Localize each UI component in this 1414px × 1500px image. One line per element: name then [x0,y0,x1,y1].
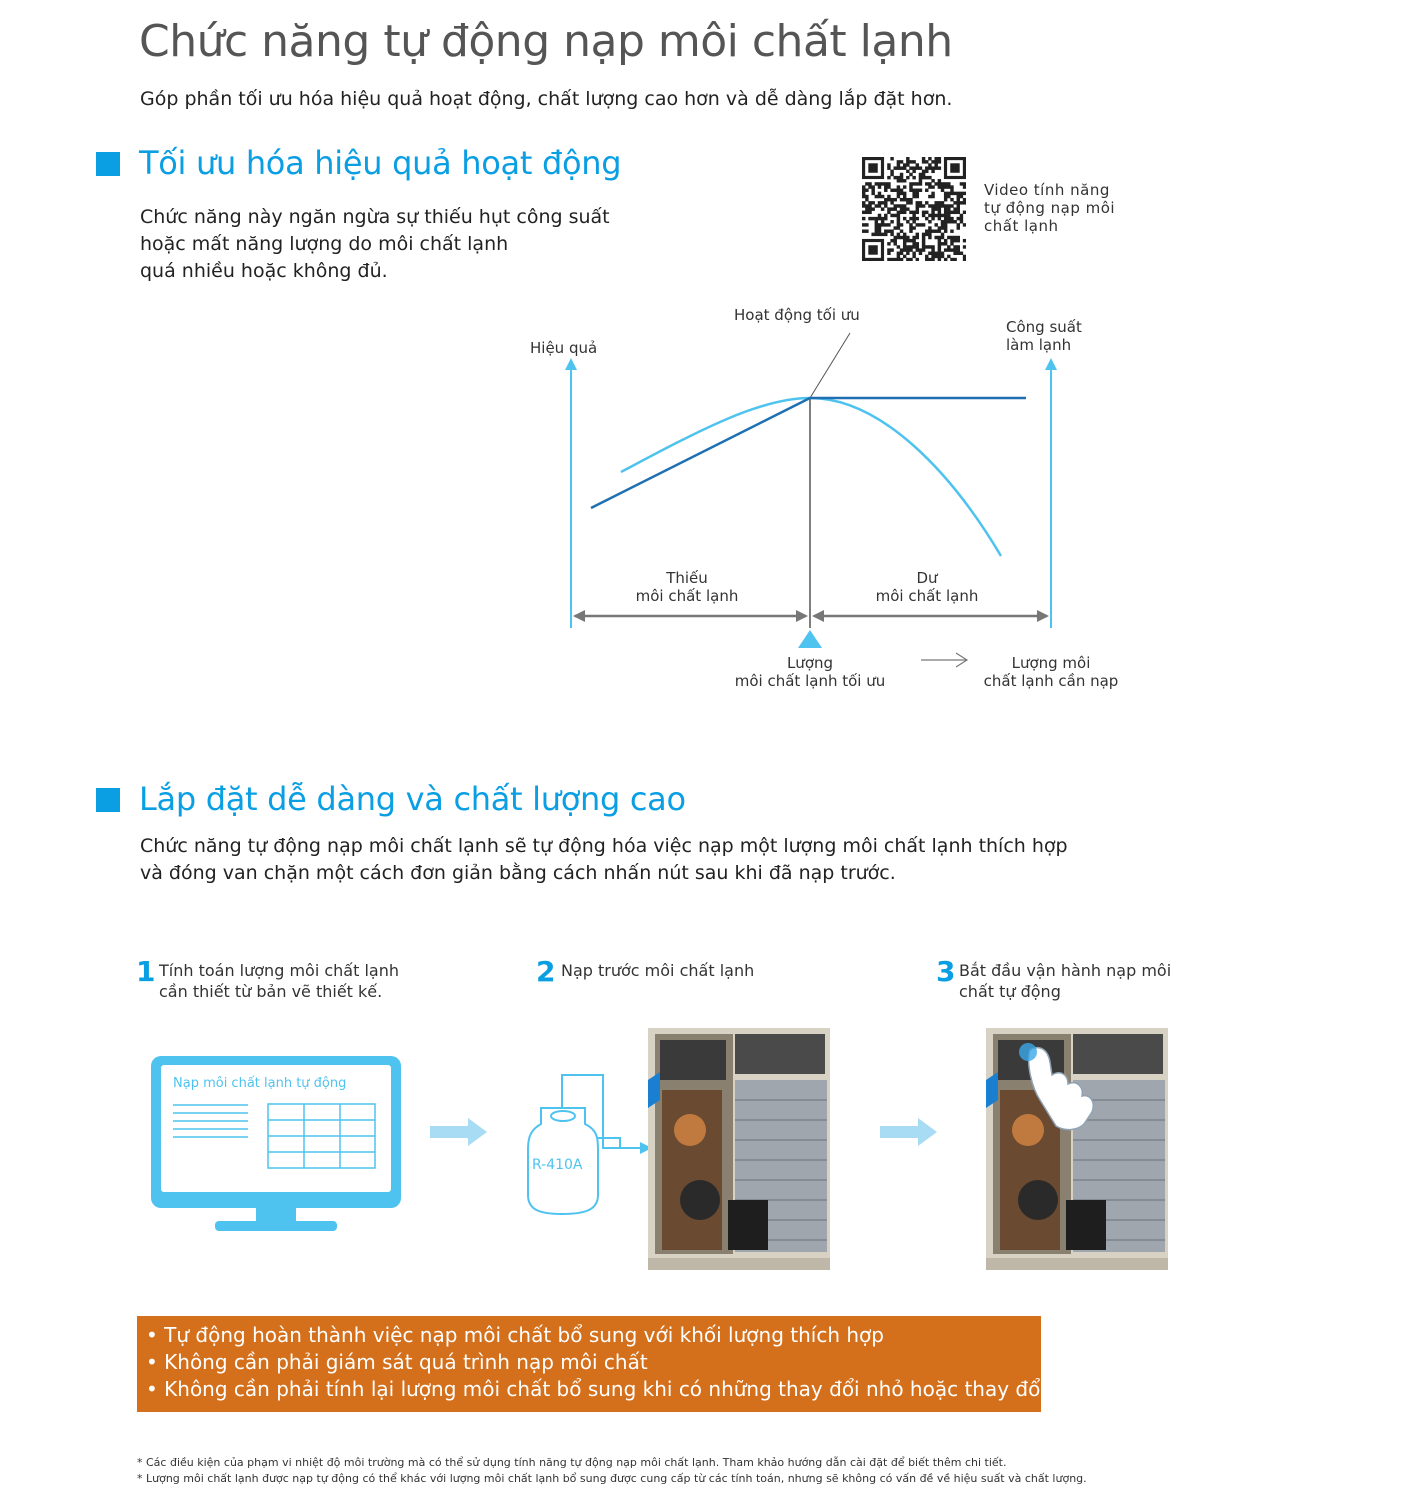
section2-heading: Lắp đặt dễ dàng và chất lượng cao [139,780,686,818]
section1-heading: Tối ưu hóa hiệu quả hoạt động [139,144,622,182]
efficiency-diagram [0,0,1414,720]
efficiency-axis-arrow-icon [565,358,577,370]
section1-body-line: hoặc mất năng lượng do môi chất lạnh [140,233,509,255]
benefit-item: • Không cần phải giám sát quá trình nạp môi chất [146,1350,648,1374]
qr-caption-line: tự động nạp môi [984,199,1116,217]
capacity-axis-arrow-icon [1045,358,1057,370]
refrigerant-cylinder-icon [528,1075,648,1214]
label-optimal-amount-line: Lượng [786,654,834,672]
benefits-box [137,1316,1125,1412]
step3-text-line: Bắt đầu vận hành nạp môi [959,961,1172,980]
label-charge-amount-line: chất lạnh cần nạp [983,672,1119,690]
qr-caption-line: Video tính năng [984,181,1110,199]
benefit-item: • Tự động hoàn thành việc nạp môi chất bổ sung với khối lượng thích hợp [146,1323,884,1347]
step3-text [959,960,1171,1002]
arrow-left-icon [812,610,824,622]
outdoor-unit-image [648,1028,830,1270]
label-shortage-line: Thiếu [666,569,708,587]
step1-text-line: Tính toán lượng môi chất lạnh [159,961,399,980]
step2-number: 2 [536,955,556,988]
label-optimal-amount-line: môi chất lạnh tối ưu [734,672,886,690]
label-efficiency: Hiệu quả [530,339,598,357]
monitor-screen-title: Nạp môi chất lạnh tự động [173,1076,347,1091]
section2-body-line: và đóng van chặn một cách đơn giản bằng cách nhấn nút sau khi đã nạp trước. [140,862,896,884]
section-marker [96,788,120,812]
section1-body-line: quá nhiều hoặc không đủ. [140,260,388,282]
efficiency-curve [621,398,1001,556]
label-shortage-line: môi chất lạnh [635,587,739,605]
step2-text [561,960,754,981]
label-charge-amount-line: Lượng môi [1011,654,1091,672]
label-optimal-amount [725,654,895,690]
optimal-amount-marker-icon [798,630,822,648]
step2-text-line: Nạp trước môi chất lạnh [561,961,755,980]
cylinder-label: R-410A [532,1157,583,1173]
arrow-right-icon [1037,610,1049,622]
label-capacity [1006,318,1082,354]
step1-number: 1 [136,955,156,988]
footnote: * Lượng môi chất lạnh được nạp tự động có thể khác với lượng môi chất lạnh bổ sung được cung cấp từ các tính toán, nhưng sẽ không có vấn đề về hiệu suất và chất lượng. [137,1472,1087,1485]
label-excess [869,569,985,605]
step3-number: 3 [936,955,956,988]
label-capacity-line: làm lạnh [1006,336,1072,354]
label-capacity-line: Công suất [1006,318,1082,336]
qr-caption-line: chất lạnh [984,217,1059,235]
label-optimal-operation: Hoạt động tối ưu [734,306,860,324]
section2-body [140,833,1068,887]
step3-text-line: chất tự động [959,982,1061,1001]
label-shortage [629,569,745,605]
arrow-right-icon [880,1118,937,1146]
installation-steps-illustration [0,1010,1414,1290]
step1-text-line: cần thiết từ bản vẽ thiết kế. [159,982,383,1001]
label-excess-line: Dư [916,569,938,587]
benefit-item: • Không cần phải tính lại lượng môi chất bổ sung khi có những thay đổi nhỏ hoặc thay đổi cục bộ. [146,1377,1125,1401]
section2-body-line: Chức năng tự động nạp môi chất lạnh sẽ tự động hóa việc nạp một lượng môi chất lạnh thích hợp [140,835,1068,857]
label-excess-line: môi chất lạnh [875,587,979,605]
outdoor-unit-image [986,1028,1168,1270]
footnote: * Các điều kiện của phạm vi nhiệt độ môi trường mà có thể sử dụng tính năng tự động nạp môi chất lạnh. Tham khảo hướng dẫn cài đặt để biết thêm chi tiết. [137,1456,1007,1469]
page-subtitle: Góp phần tối ưu hóa hiệu quả hoạt động, chất lượng cao hơn và dễ dàng lắp đặt hơn. [140,88,953,110]
step1-text [159,960,399,1002]
optimal-pointer-line [810,333,850,398]
arrow-right-icon [430,1118,487,1146]
arrow-left-icon [573,610,585,622]
page-title: Chức năng tự động nạp môi chất lạnh [139,16,953,67]
arrow-right-icon [796,610,808,622]
section1-body-line: Chức năng này ngăn ngừa sự thiếu hụt công suất [140,206,610,228]
label-charge-amount [981,654,1121,690]
